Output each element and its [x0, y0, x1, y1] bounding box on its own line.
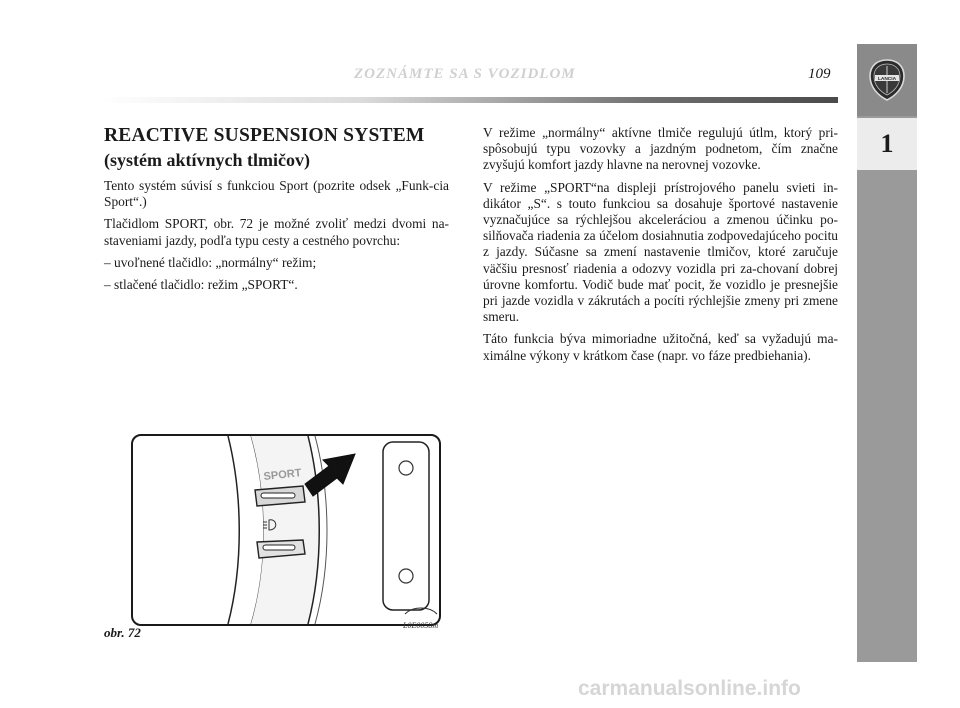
- section-subheading: (systém aktívnych tlmičov): [104, 150, 310, 170]
- paragraph: – uvoľnené tlačidlo: „normálny“ režim;: [104, 254, 317, 270]
- figure-sport-button: [131, 434, 441, 626]
- side-tab-logo-block: [857, 44, 917, 116]
- chapter-number: 1: [857, 118, 917, 170]
- paragraph: V režime „normálny“ aktívne tlmiče regulujú útlm, ktorý pri-spôsobujú typu vozovky a jazdným podnetom, čím značne zvyšujú komfort jazdy hlavne na nerovnej vozovke.: [483, 125, 838, 173]
- lancia-logo-text: LANCIA: [877, 76, 897, 82]
- header-rule: [100, 97, 838, 103]
- header-title: ZOZNÁMTE SA S VOZIDLOM: [354, 66, 576, 82]
- page-number: 109: [808, 66, 831, 82]
- figure-code: L0E0058m: [403, 621, 439, 630]
- sport-button-illustration: [133, 436, 439, 624]
- lancia-logo-icon: [867, 58, 907, 102]
- paragraph: Tlačidlom SPORT, obr. 72 je možné zvoliť medzi dvomi na-staveniami jazdy, podľa typu cesty a cestného povrchu:: [104, 216, 449, 248]
- paragraph: V režime „SPORT“na displeji prístrojového panelu svieti in-dikátor „S“. s touto funkciou sa dosahuje športové nastavenie vyznačujúce sa rýchlejšou akceleráciou a zmenou účinku po-silňovača riadenia za účelom dosiahnutia zodpovedajúceho pocitu z jazdy. Súčasne sa zmení nastavenie tlmičov, ktoré zaručuje väčšiu presnosť riadenia a odozvy vozidla pri za-chovaní dobrej úrovne komfortu. Vodič bude mať pocit, že vozidlo je presnejšie pri jazde vozidla v zákrutách a pocíti rýchlejšie zmeny pri zmene smeru.: [483, 179, 838, 325]
- figure-caption: obr. 72: [104, 625, 141, 640]
- paragraph: Tento systém súvisí s funkciou Sport (pozrite odsek „Funk-cia Sport“.): [104, 178, 449, 210]
- section-heading: REACTIVE SUSPENSION SYSTEM: [104, 125, 425, 146]
- paragraph: Táto funkcia býva mimoriadne užitočná, keď sa vyžadujú ma-ximálne výkony v krátkom čase (napr. vo fáze predbiehania).: [483, 331, 838, 363]
- sport-label: SPORT: [263, 467, 303, 483]
- watermark: carmanualsonline.info: [578, 677, 801, 700]
- left-column: [104, 124, 449, 299]
- paragraph: – stlačené tlačidlo: režim „SPORT“.: [104, 277, 298, 293]
- right-column: [483, 125, 838, 370]
